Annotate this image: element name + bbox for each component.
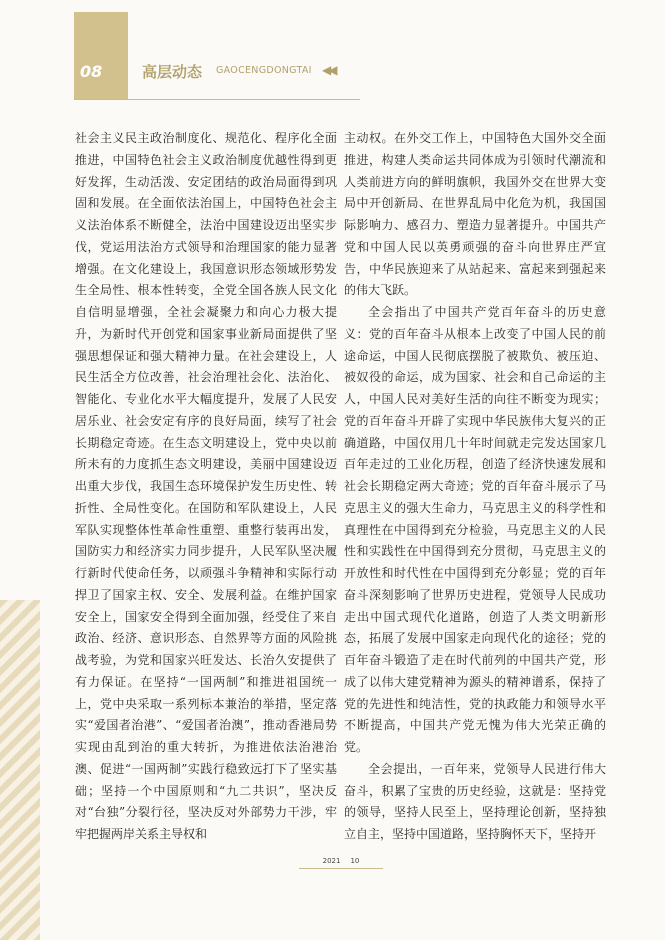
section-pinyin: GAOCENGDONGTAI [216,65,312,76]
footer-year: 2021 [322,857,341,865]
section-title: 高层动态 [142,63,203,81]
right-column [344,128,606,846]
header-divider [74,99,360,100]
right-paragraph-1: 主动权。在外交工作上，中国特色大国外交全面推进，构建人类命运共同体成为引领时代潮流和人类前进方向的鲜明旗帜，我国外交在世界大变局中开创新局、在世界乱局中化危为机，我国国际影响力、感召力、塑造力显著提升。中国共产党和中国人民以英勇顽强的奋斗向世界庄严宣告，中华民族迎来了从站起来、富起来到强起来的伟大飞跃。 [344,131,606,298]
footer [299,857,383,865]
footer-divider [299,868,383,869]
double-arrow-left-icon: ◀◀ [322,63,335,77]
footer-page: 10 [350,857,360,865]
decorative-stripes [0,600,40,940]
page-number-badge [74,12,128,99]
left-paragraph-1: 社会主义民主政治制度化、规范化、程序化全面推进，中国特色社会主义政治制度优越性得到更好发挥，生动活泼、安定团结的政治局面得到巩固和发展。在全面依法治国上，中国特色社会主义法治体系不断健全，法治中国建设迈出坚实步伐，党运用法治方式领导和治理国家的能力显著增强。在文化建设上，我国意识形态领域形势发生全局性、根本性转变，全党全国各族人民文化自信明显增强，全社会凝聚力和向心力极大提升，为新时代开创党和国家事业新局面提供了坚强思想保证和强大精神力量。在社会建设上，人民生活全方位改善，社会治理社会化、法治化、智能化、专业化水平大幅度提升，发展了人民安居乐业、社会安定有序的良好局面，续写了社会长期稳定奇迹。在生态文明建设上，党中央以前所未有的力度抓生态文明建设，美丽中国建设迈出重大步伐，我国生态环境保护发生历史性、转折性、全局性变化。在国防和军队建设上，人民军队实现整体性革命性重塑、重整行装再出发，国防实力和经济实力同步提升，人民军队坚决履行新时代使命任务，以顽强斗争精神和实际行动捍卫了国家主权、安全、发展利益。在维护国家安全上，国家安全得到全面加强，经受住了来自政治、经济、意识形态、自然界等方面的风险挑战考验，为党和国家兴旺发达、长治久安提供了有力保证。在坚持“一国两制”和推进祖国统一上，党中央采取一系列标本兼治的举措，坚定落实“爱国者治港”、“爱国者治澳”，推动香港局势实现由乱到治的重大转折，为推进依法治港治澳、促进“一国两制”实践行稳致远打下了坚实基础；坚持一个中国原则和“九二共识”，坚决反对“台独”分裂行径，坚决反对外部势力干涉，牢牢把握两岸关系主导权和 [75,131,337,841]
page-number: 08 [80,62,103,81]
left-column [75,128,337,846]
right-paragraph-2: 全会指出了中国共产党百年奋斗的历史意义：党的百年奋斗从根本上改变了中国人民的前途命运，中国人民彻底摆脱了被欺负、被压迫、被奴役的命运，成为国家、社会和自己命运的主人，中国人民对美好生活的向往不断变为现实；党的百年奋斗开辟了实现中华民族伟大复兴的正确道路，中国仅用几十年时间就走完发达国家几百年走过的工业化历程，创造了经济快速发展和社会长期稳定两大奇迹；党的百年奋斗展示了马克思主义的强大生命力，马克思主义的科学性和真理性在中国得到充分检验，马克思主义的人民性和实践性在中国得到充分贯彻，马克思主义的开放性和时代性在中国得到充分彰显；党的百年奋斗深刻影响了世界历史进程，党领导人民成功走出中国式现代化道路，创造了人类文明新形态，拓展了发展中国家走向现代化的途径；党的百年奋斗锻造了走在时代前列的中国共产党，形成了以伟大建党精神为源头的精神谱系，保持了党的先进性和纯洁性，党的执政能力和领导水平不断提高，中国共产党无愧为伟大光荣正确的党。 [344,305,606,754]
right-paragraph-3: 全会提出，一百年来，党领导人民进行伟大奋斗，积累了宝贵的历史经验，这就是：坚持党的领导，坚持人民至上，坚持理论创新，坚持独立自主，坚持中国道路，坚持胸怀天下，坚持开 [344,761,606,841]
